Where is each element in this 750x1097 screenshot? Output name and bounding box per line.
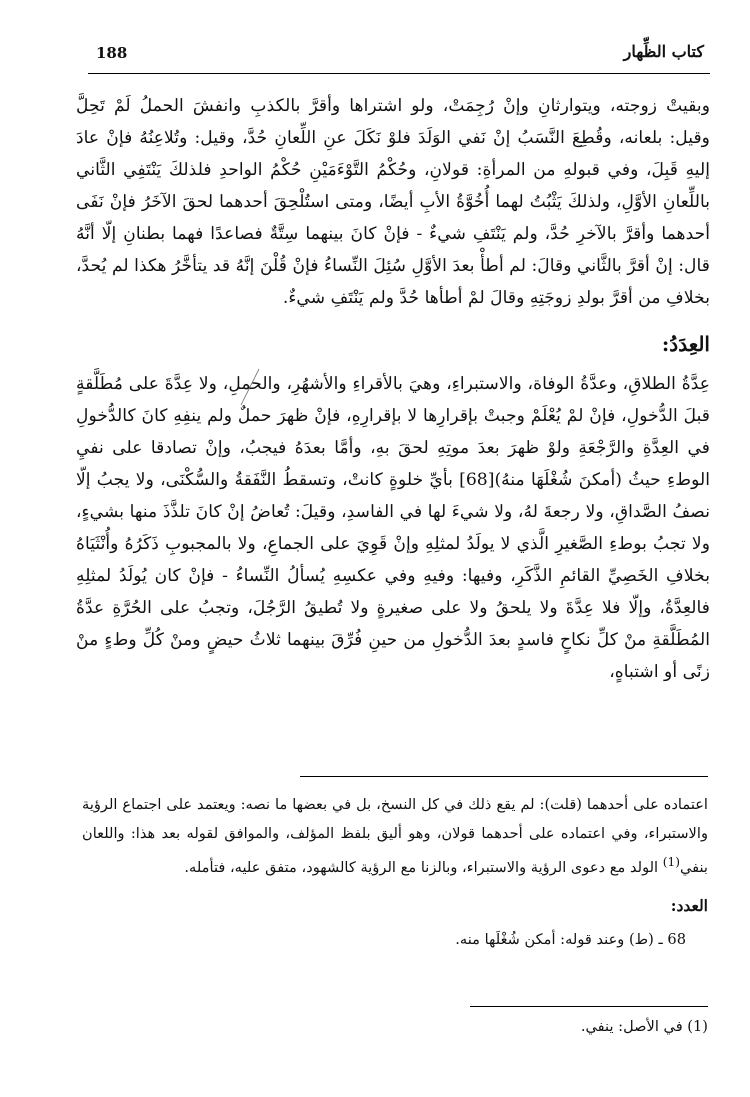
notes-divider [300,776,708,777]
header-rule [88,73,710,74]
footnote: (1) في الأصل: ينفي. [580,1018,708,1035]
section-heading: العِدَدُ: [661,332,710,356]
notes-heading: العدد: [670,895,708,915]
page-number: 188 [96,44,128,62]
editor-notes [82,790,708,954]
notes-item-68: 68 ـ (ط) وعند قوله: أمكن شُغْلَها منه. [455,930,686,948]
running-header-title: كتاب الظِّهار [623,42,704,61]
body-paragraph-1: وبقيتْ زوجته، ويتوارثانِ وإنْ رُجِمَتْ، ولو اشتراها وأقرَّ بالكذبِ وانفشَ الحملُ لَمْ تَحِلَّ وقيل: بلعانه، وقُطِعَ النَّسَبُ إنْ نَفي الوَلَدَ فلوْ نَكَلَ عنِ اللِّعانِ حُدَّ، وقيل: وتُلاعِنُهُ فإنْ عادَ إليهِ قَبِلَ، وفي قبولهِ من المرأةِ: قولانِ، وحُكْمُ التَّوْءَمَيْنِ حُكْمُ الواحدِ فلذلكَ يَنْتَفِي الثَّاني باللِّعانِ الأوَّلِ، ولذلكَ يَثْبُتُ لهما أُخُوَّةُ الأبِ أيضًا، ومتى استُلْحِقَ أحدهما لحقَ الآخَرُ فإنْ نَفَى أحدهما وأقرَّ بالآخرِ حُدَّ، ولم يَنْتَفِ شيءٌ - فإنْ كانَ بينهما سِتَّةٌ فصاعدًا فهما بطنانِ إلّا أنَّهُ قال: إنْ أقرَّ بالثَّاني وقالَ: لم أطأْ بعدَ الأوَّلِ سُئِلَ النِّساءُ فإنْ قُلْنَ إنَّهُ قد يتأخَّرُ هكذا لم يُحدَّ، بخلافِ من أقرَّ بولدِ زوجَتِهِ وقالَ لمْ أطأها حُدَّ ولم يَنْتَفِ شيءٌ. [76,96,710,308]
body-paragraph-2: عِدَّةُ الطلاقِ، وعدَّةُ الوفاة، والاستبراءِ، وهيَ بالأقراءِ والأشهُرِ، والحملِ، ولا عِدَّةَ على مُطَلَّقةٍ قبلَ الدُّخولِ، فإنْ لمْ يُعْلَمْ وجبتْ بإقرارِها لا بإقرارِهِ، فإنْ ظهرَ حملٌ ولم ينفِهِ كانَ كالدُّخولِ في العِدَّةِ والرَّجْعَةِ ولوْ ظهرَ بعدَ موتِهِ لحقَ بهِ، وأمَّا بعدَهُ فيجبُ، وإنْ تصادقا على نفيِ الوطءِ حيثُ (أمكنَ شُغْلَهَا منهُ)[68] بأيِّ خلوةٍ كانتْ، وتسقطُ النَّفَقةُ والسُّكْنَى، ولا يجبُ إلّا نصفُ الصَّداقِ، ولا رجعةَ لهُ، ولا شيءَ لها في الفاسدِ، وقيلَ: تُعاضُ إنْ كانَ تلذَّذَ منها بشيءٍ، ولا تجبُ بوطءِ الصَّغيرِ الَّذي لا يولَدُ لمثلِهِ وإنْ قَوِيَ على الجماعِ، ولا بالمجبوبِ ذَكَرُهُ وأُنْثَيَاهُ بخلافِ الخَصِيِّ القائمِ الذَّكَرِ، وفيها: وفيهِ وفي عكسِهِ يُسألُ النِّساءُ - فإنْ كان يُولَدُ لمثلِهِ فالعِدَّةُ، وإلّا فلا عِدَّةَ ولا يلحقُ ولا على صغيرةٍ ولا تُطيقُ الرَّجُلَ، وتجبُ على الحُرَّةِ عدَّةُ المُطَلَّقةِ منْ كلِّ نكاحٍ فاسدٍ بعدَ الدُّخولِ من حينِ فُرِّقَ بينهما ثلاثُ حيضٍ ومنْ كُلِّ وطءٍ منْ زنًى أو اشتباهٍ، [76,374,710,682]
footnote-ref: (1) [662,855,680,869]
footnote-divider [470,1006,708,1007]
main-text [76,90,710,688]
notes-paragraph: اعتماده على أحدهما (قلت): لم يقع ذلك في كل النسخ، بل في بعضها ما نصه: ويعتمد على اجتماع الرؤية والاستبراء، وفي اعتماده على أحدهما قولان، وهو أليق بلفظ المؤلف، والموافق لقوله بعد هذا: واللعان بنفي$^{(1)}$ الولد مع دعوى الرؤية والاستبراء، وبالزنا مع الرؤية كالشهود، متفق عليه، فتأمله. [82,796,708,876]
pencil-mark-icon [233,367,263,409]
